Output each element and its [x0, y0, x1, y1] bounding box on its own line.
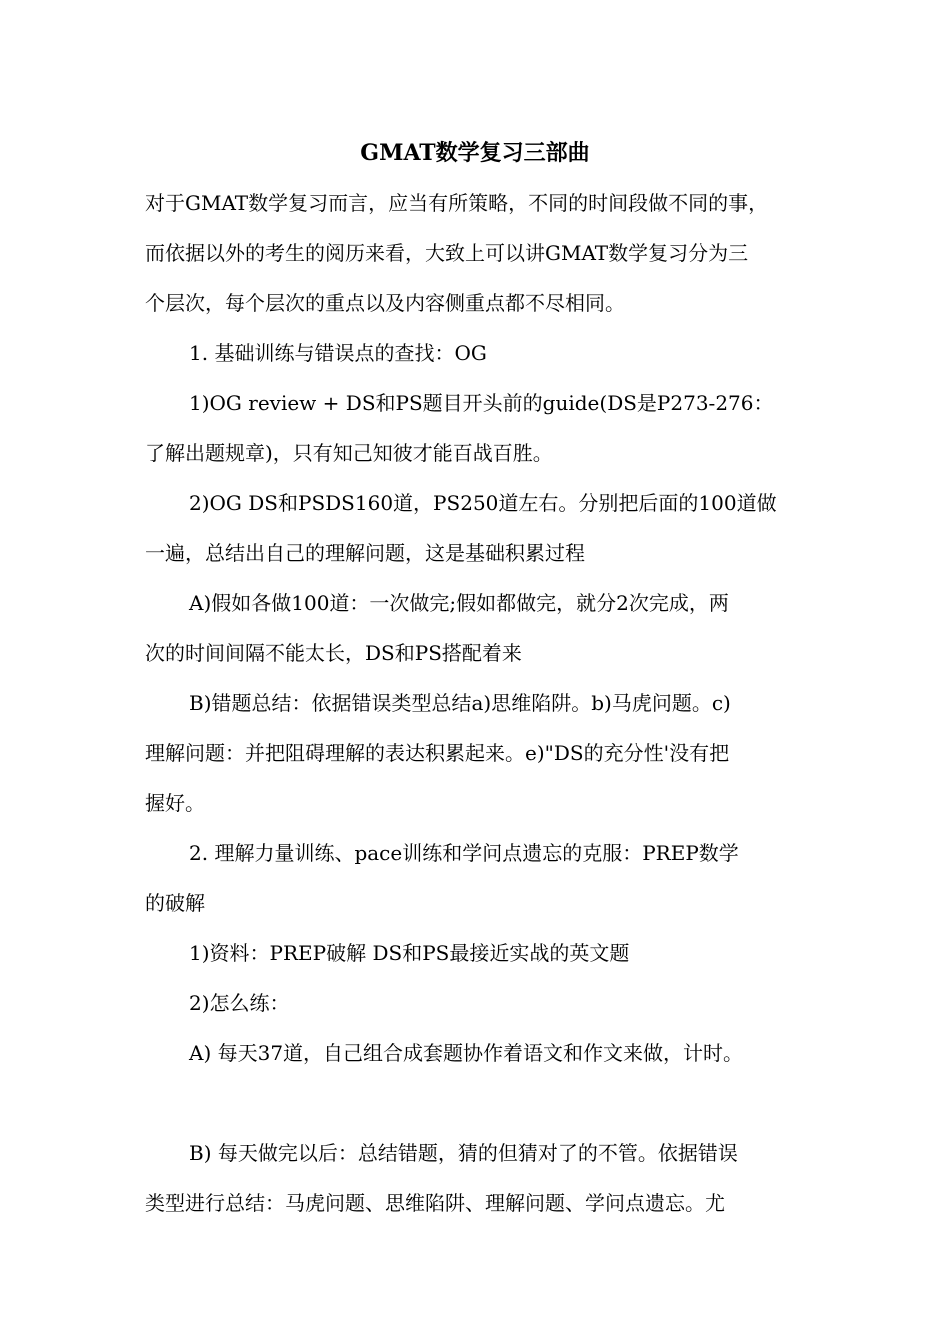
paragraph-line: 的破解	[145, 891, 205, 915]
paragraph-line: 对于GMAT数学复习而言，应当有所策略，不同的时间段做不同的事，	[145, 191, 769, 215]
paragraph-line: 一遍，总结出自己的理解问题，这是基础积累过程	[145, 541, 585, 565]
paragraph-line: 类型进行总结：马虎问题、思维陷阱、理解问题、学问点遗忘。尤	[145, 1191, 725, 1215]
paragraph-line: B)错题总结：依据错误类型总结a)思维陷阱。b)马虎问题。c)	[189, 691, 731, 715]
paragraph-line: 个层次，每个层次的重点以及内容侧重点都不尽相同。	[145, 291, 625, 315]
section-heading: 2. 理解力量训练、pace训练和学问点遗忘的克服：PREP数学	[189, 841, 739, 865]
paragraph-line: 握好。	[145, 791, 205, 815]
paragraph-line: 了解出题规章)，只有知己知彼才能百战百胜。	[145, 441, 553, 465]
section-heading: 1. 基础训练与错误点的查找：OG	[189, 341, 487, 365]
paragraph-line: 2)怎么练：	[189, 991, 290, 1015]
paragraph-line: 次的时间间隔不能太长，DS和PS搭配着来	[145, 641, 522, 665]
document-body	[145, 178, 825, 1228]
paragraph-line: 2)OG DS和PSDS160道，PS250道左右。分别把后面的100道做	[189, 491, 777, 515]
paragraph-line: 1)OG review + DS和PS题目开头前的guide(DS是P273-276：	[189, 391, 774, 415]
paragraph-line: 理解问题：并把阻碍理解的表达积累起来。e)"DS的充分性'没有把	[145, 741, 730, 765]
page-title: GMAT数学复习三部曲	[360, 140, 590, 166]
paragraph-line: A) 每天37道，自己组合成套题协作着语文和作文来做，计时。	[189, 1041, 744, 1065]
blank-line	[145, 1078, 825, 1128]
paragraph-line: B) 每天做完以后：总结错题，猜的但猜对了的不管。依据错误	[189, 1141, 738, 1165]
paragraph-line: 而依据以外的考生的阅历来看，大致上可以讲GMAT数学复习分为三	[145, 241, 749, 265]
paragraph-line: A)假如各做100道：一次做完;假如都做完，就分2次完成，两	[189, 591, 729, 615]
paragraph-line: 1)资料：PREP破解 DS和PS最接近实战的英文题	[189, 941, 630, 965]
